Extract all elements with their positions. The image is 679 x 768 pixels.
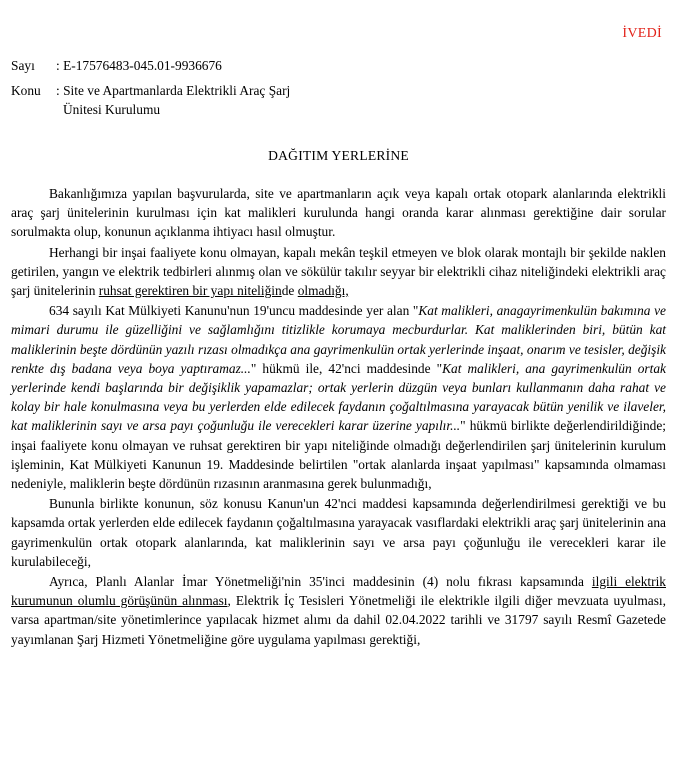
paragraph-3-text-c: " hükmü birlikte değerlendirildiğinde; inşai faaliyete konu olmayan ve ruhsat gerektiren bir yapı niteliğinde olmadığı değerlendirilen şarj ünitelerinin kurulum işleminin, Kat Mülkiyeti Kanunun 19. Maddesinde belirtilen "ortak alanlarda inşaat yapılması" kapsamında olmaması nedeniyle, maliklerin beşte dördünün rızasının aranmasına gerek bulunmadığı, — [11, 418, 666, 492]
konu-value-line2: Ünitesi Kurulumu — [63, 102, 161, 117]
paragraph-3-text-a: 634 sayılı Kat Mülkiyeti Kanunu'nun 19'uncu maddesinde yer alan " — [49, 303, 419, 319]
paragraph-5-underline: ilgili elektrik kurumunun olumlu görüşünün alınması — [11, 574, 666, 609]
paragraph-2-underline-1: ruhsat gerektiren bir yapı niteliğin — [98, 283, 282, 299]
paragraph-2-text-b: de — [281, 283, 298, 299]
paragraph-5-text-b: , Elektrik İç Tesisleri Yönetmeliği ile elektrikle ilgili diğer mevzuata uyulması, varsa apartman/site yönetimlerince yapılacak hizmet alımı da dahil 02.04.2022 tarihli ve 31797 sayılı Resmî Gazetede yayımlanan Şarj Hizmeti Yönetmeliğine göre uygulama yapılması gerektiği, — [11, 593, 666, 647]
priority-label: İVEDİ — [622, 26, 662, 41]
konu-value-line1: : Site ve Apartmanlarda Elektrikli Araç Şarj — [56, 83, 291, 98]
paragraph-5 — [11, 572, 666, 649]
paragraph-2-underline-2: olmadığı, — [297, 283, 349, 299]
paragraph-3-text-b: " hükmü ile, 42'nci maddesinde " — [250, 360, 443, 376]
paragraph-4: Bununla birlikte konunun, söz konusu Kanun'un 42'nci maddesi kapsamında değerlendirilmesi gerektiği ve bu kapsamda ortak yerlerden elde edilecek faydanın çoğaltılmasına yarayacak vasıflardaki elektrikli araç şarj ünitelerinin ana gayrimenkulün ortak otopark alanlarında, kat maliklerinin sayı ve arsa payı çoğunluğu ile verecekleri karar ile kurulabileceği, — [11, 496, 666, 569]
document-body — [11, 184, 666, 649]
paragraph-3-quote-1: Kat malikleri, anagayrimenkulün bakımına ve mimari durumu ile güzelliğini ve sağlamlığını titizlikle korumaya mecburdurlar. Kat maliklerinden biri, bütün kat maliklerinin beşte dördünün yazılı rızası olmadıkça ana gayrimenkulün ortak yerlerinde inşaat, onarım ve tesisler, değişik renkte dış badana veya boya yaptıramaz... — [11, 303, 666, 376]
document-page — [11, 0, 666, 768]
sayi-row — [11, 56, 222, 75]
paragraph-3-quote-2: Kat malikleri, ana gayrimenkulün ortak yerlerinde kendi başlarında bir değişiklik yapamazlar; ortak yerlerin düzgün veya bunları kullanmanın daha rahat ve kolay bir hale konulmasına veya bu yerlerden elde edilecek faydanın çoğaltılmasına yarayacak bütün yenilik ve ilaveler, kat maliklerinin sayı ve arsa payı çoğunluğu ile verecekleri karar üzerine yapılır... — [11, 360, 666, 434]
konu-label: Konu — [11, 83, 41, 98]
distribution-heading: DAĞITIM YERLERİNE — [268, 148, 409, 163]
paragraph-5-text-a: Ayrıca, Planlı Alanlar İmar Yönetmeliği'nin 35'inci maddesinin (4) nolu fıkrası kapsamında — [49, 574, 592, 590]
paragraph-2 — [11, 243, 666, 301]
sayi-value: : E-17576483-045.01-9936676 — [56, 58, 222, 73]
konu-row — [11, 81, 290, 100]
paragraph-2-text: Herhangi bir inşai faaliyete konu olmayan, kapalı mekân teşkil etmeyen ve blok olarak montajlı bir şekilde naklen getirilen, yangın ve elektrik tedbirleri alınmış olan ve sökülür takılır seyyar bir elektrikli cihaz niteliğindeki elektrikli araç şarj ünitelerinin — [11, 244, 666, 299]
paragraph-3 — [11, 301, 666, 493]
sayi-label: Sayı — [11, 58, 35, 73]
paragraph-1: Bakanlığımıza yapılan başvurularda, site ve apartmanların açık veya kapalı ortak otopark alanlarında elektrikli araç şarj ünitelerinin kurulması için kat malikleri kurulunda hangi oranda karar alınması gerektiğine dair sorular sorulmakta olup, konunun açıklanma ihtiyacı hasıl olmuştur. — [11, 186, 666, 240]
